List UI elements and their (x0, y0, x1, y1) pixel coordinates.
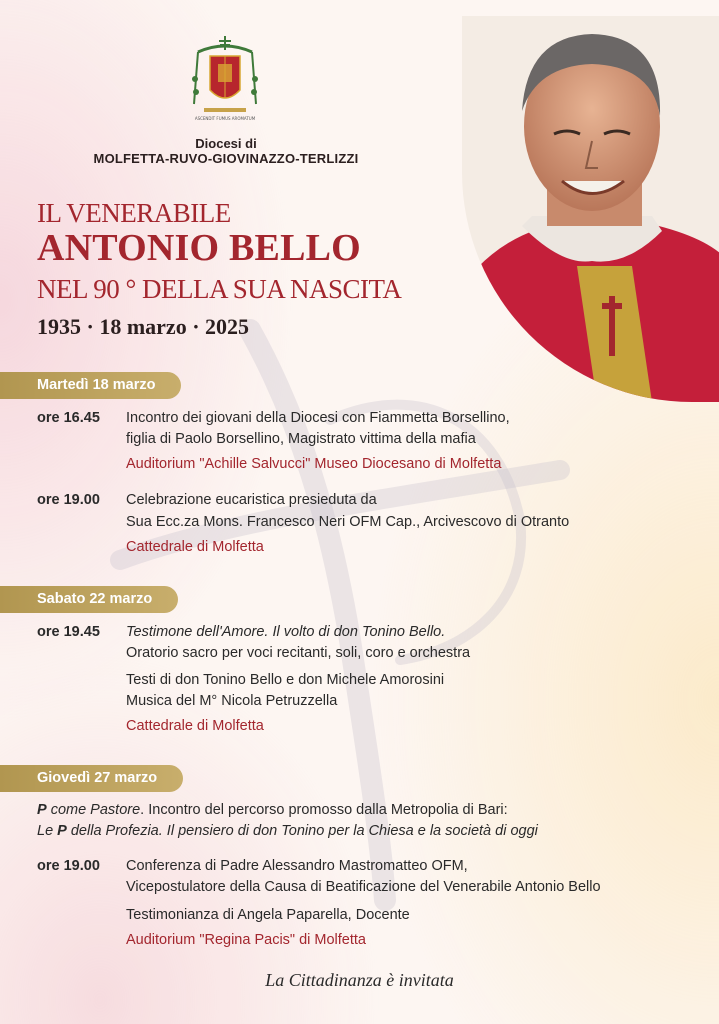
day-header-tuesday: Martedì 18 marzo (0, 372, 181, 399)
diocese-name: MOLFETTA-RUVO-GIOVINAZZO-TERLIZZI (93, 151, 359, 166)
event-description-line: Testi di don Tonino Bello e don Michele Amorosini (126, 672, 445, 688)
day-header-saturday: Sabato 22 marzo (0, 586, 178, 613)
event-time: ore 19.00 (37, 858, 100, 874)
title-line-1: IL VENERABILE (37, 198, 231, 228)
diocese-label: Diocesi di (195, 136, 257, 151)
event-location: Auditorium "Regina Pacis" di Molfetta (126, 932, 366, 948)
footer-invite: La Cittadinanza è invitata (265, 970, 454, 990)
coat-of-arms-logo (190, 34, 260, 126)
event-description-line: Testimonianza di Angela Paparella, Docente (126, 907, 410, 923)
event-description-line: Celebrazione eucaristica presieduta da (126, 492, 377, 508)
title-line-2: ANTONIO BELLO (37, 227, 361, 269)
event-time: ore 19.00 (37, 492, 100, 508)
title-line-3: NEL 90 ° DELLA SUA NASCITA (37, 274, 402, 304)
event-description-line: figlia di Paolo Borsellino, Magistrato vittima della mafia (126, 431, 476, 447)
event-title-italic: Testimone dell'Amore. Il volto di don Tonino Bello. (126, 624, 446, 640)
event-location: Cattedrale di Molfetta (126, 718, 264, 734)
intro-text: Le (37, 823, 58, 839)
event-description-line: Vicepostulatore della Causa di Beatificazione del Venerabile Antonio Bello (126, 879, 601, 895)
intro-line-1 (37, 800, 508, 820)
intro-text: . Incontro del percorso promosso dalla Metropolia di Bari: (140, 802, 508, 818)
event-description-line: Incontro dei giovani della Diocesi con Fiammetta Borsellino, (126, 410, 510, 426)
coat-motto: ASCENDIT FUMUS AROMATUM (194, 116, 256, 121)
event-location: Auditorium "Achille Salvucci" Museo Diocesano di Molfetta (126, 456, 502, 472)
event-time: ore 19.45 (37, 624, 100, 640)
intro-text: della Profezia. Il pensiero di don Tonino per la Chiesa e la società di oggi (66, 823, 538, 839)
portrait-photo (462, 16, 719, 402)
intro-italic: come Pastore (46, 802, 141, 818)
intro-bold-letter: P (37, 802, 47, 818)
intro-line-2 (37, 821, 538, 841)
event-description-line: Musica del M° Nicola Petruzzella (126, 693, 338, 709)
event-description-line: Sua Ecc.za Mons. Francesco Neri OFM Cap., Arcivescovo di Otranto (126, 514, 570, 530)
event-description-line: Conferenza di Padre Alessandro Mastromatteo OFM, (126, 858, 468, 874)
intro-bold-letter: P (57, 823, 67, 839)
event-location: Cattedrale di Molfetta (126, 539, 264, 555)
title-dates: 1935 · 18 marzo · 2025 (37, 314, 250, 339)
day-header-thursday: Giovedì 27 marzo (0, 765, 183, 792)
event-description-line: Oratorio sacro per voci recitanti, soli, coro e orchestra (126, 645, 471, 661)
event-time: ore 16.45 (37, 410, 100, 426)
